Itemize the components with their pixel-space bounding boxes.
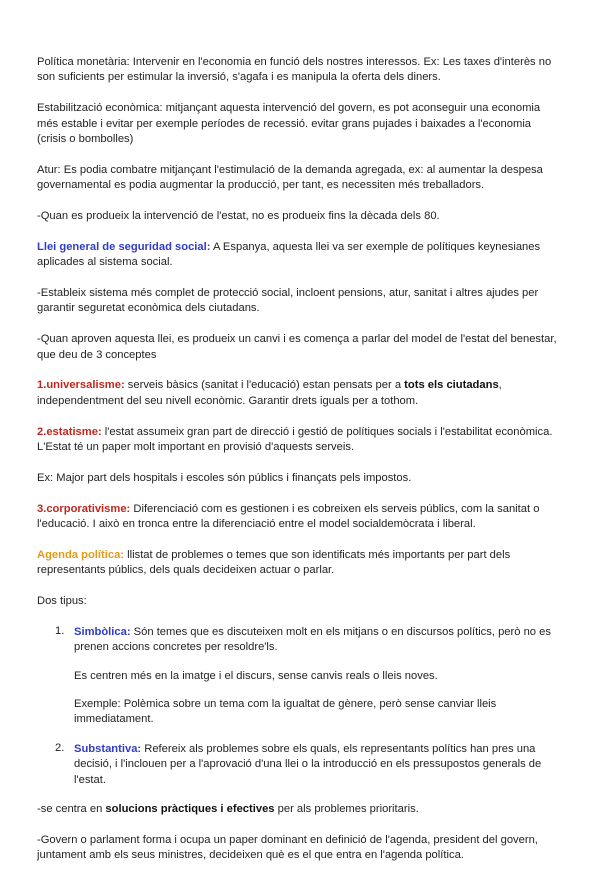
list-number: 1. (55, 624, 65, 637)
universalisme-text-1: serveis bàsics (sanitat i l'educació) estan pensats per a (124, 379, 405, 392)
paragraph-agenda-politica (37, 548, 557, 579)
estatisme-heading: 2.estatisme: (37, 425, 102, 438)
llei-seguretat-social-text: A Espanya, aquesta llei va ser exemple de polítiques keynesianes aplicades al sistema social. (37, 240, 541, 269)
paragraph-exemple-hospitals: Ex: Major part dels hospitals i escoles són públics i finançats pels impostos. (37, 471, 412, 484)
substantiva-paragraph (74, 742, 557, 788)
solucions-text-1: -se centra en (37, 803, 106, 816)
simbolica-extra-2: Exemple: Polèmica sobre un tema com la igualtat de gènere, però sense canviar lleis immediatament. (74, 698, 497, 726)
agenda-politica-heading: Agenda política: (37, 548, 125, 561)
paragraph-estatisme (37, 425, 557, 456)
paragraph-estableix-sistema: -Estableix sistema més complet de protecció social, incloent pensions, atur, sanitat i altres ajudes per garantir seguretat econòmica dels ciutadans. (37, 287, 539, 315)
paragraph-govern-parlament: -Govern o parlament forma i ocupa un paper dominant en definició de l'agenda, president del govern, juntament amb els seus ministres, decideixen què es el que entra en l'agenda política. (37, 833, 538, 862)
corporativisme-heading: 3.corporativisme: (37, 502, 131, 515)
paragraph-intervencio-estat: -Quan es produeix la intervenció de l'estat, no es produeix fins la dècada dels 80. (37, 210, 440, 223)
simbolica-paragraph (74, 625, 557, 656)
paragraph-politica-monetaria: Política monetària: Intervenir en l'economia en funció dels nostres interessos. Ex: Les taxes d'interès no son suficients per estimular la inversió, s'agafa i es manipula la oferta dels diners. (37, 56, 552, 84)
list-number: 2. (55, 741, 65, 754)
paragraph-universalisme (37, 378, 557, 409)
solucions-text-2: per als problemes prioritaris. (274, 803, 419, 816)
llei-seguretat-social-heading: Llei general de seguridad social: (37, 240, 211, 253)
paragraph-quan-aproven: -Quan aproven aquesta llei, es produeix un canvi i es comença a parlar del model de l'estat del benestar, que deu de 3 conceptes (37, 333, 557, 361)
list-item-simbolica (37, 625, 557, 728)
list-item-substantiva (37, 742, 557, 788)
simbolica-heading: Simbòlica: (74, 625, 131, 638)
paragraph-solucions-practiques (37, 802, 557, 817)
substantiva-text: Refereix als problemes sobre els quals, els representants polítics han pres una decisió, i l'inclouen per a l'aprovació d'una llei o la introducció en els pressupostos generals de l'estat. (74, 742, 542, 786)
simbolica-extra-1: Es centren més en la imatge i el discurs, sense canvis reals o lleis noves. (74, 669, 438, 682)
document-body (37, 55, 557, 879)
paragraph-dos-tipus: Dos tipus: (37, 595, 87, 608)
paragraph-estabilitzacio: Estabilització econòmica: mitjançant aquesta intervenció del govern, es pot aconseguir una economia més estable i evitar per exemple períodes de recessió. evitar grans pujades i baixades a l'economia (crisis o bombolles) (37, 102, 541, 146)
universalisme-heading: 1.universalisme: (37, 379, 125, 392)
simbolica-text: Són temes que es discuteixen molt en els mitjans o en discursos polítics, però no es prenen accions concretes per resoldre'ls. (74, 625, 551, 654)
paragraph-corporativisme (37, 502, 557, 533)
estatisme-text: l'estat assumeix gran part de direcció i gestió de polítiques socials i l'estabilitat econòmica. L'Estat té un paper molt important en provisió d'aquests serveis. (37, 425, 553, 454)
universalisme-bold: tots els ciutadans (404, 379, 499, 392)
paragraph-atur: Atur: Es podia combatre mitjançant l'estimulació de la demanda agregada, ex: al aumentar la despesa governamental es podia augmentar la producció, per tant, es necessiten més treballadors. (37, 163, 543, 192)
corporativisme-text: Diferenciació com es gestionen i es cobreixen els serveis públics, com la sanitat o l'educació. I això en tronca entre la diferenciació entre el model socialdemòcrata i liberal. (37, 502, 540, 531)
solucions-bold: solucions pràctiques i efectives (105, 803, 275, 816)
agenda-politica-text: llistat de problemes o temes que son identificats més importants per part dels representants públics, dels quals decideixen actuar o parlar. (37, 548, 511, 577)
paragraph-llei-seguretat-social (37, 240, 557, 271)
substantiva-heading: Substantiva: (74, 742, 142, 755)
universalisme-text-2: , independentment del seu nivell econòmic. Garantir drets iguals per a tothom. (37, 379, 502, 407)
